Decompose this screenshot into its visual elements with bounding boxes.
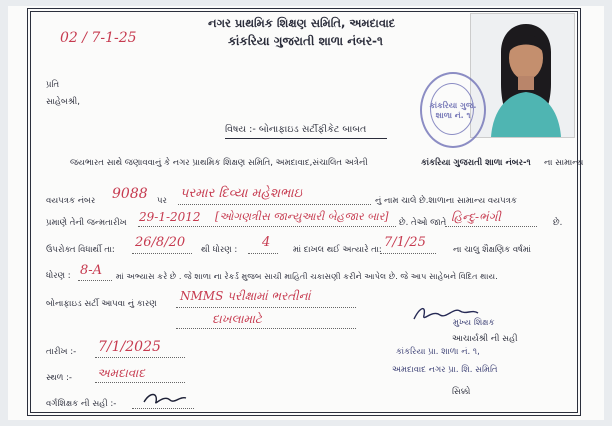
teacher-signature-label: વર્ગશિક્ષક ની સહી :-	[46, 399, 117, 409]
caste-che: છે.	[553, 218, 563, 228]
admission-date: 26/8/20	[135, 235, 186, 250]
address-saheb: સાહેબશ્રી,	[46, 97, 80, 107]
principal-school: કાંકરિયા પ્રા. શાળા નં. ૧,	[396, 347, 480, 357]
dhoran-label: થી ધોરણ :	[201, 245, 238, 255]
current-date: 7/1/25	[384, 235, 426, 250]
body-p1-prefix: જયભારત સાથે જણાવવાનું કે નગર પ્રાથમિક શિક્ષણ સમિતિ, અમદાવાદ,સંચાલિત અત્રેની	[70, 158, 368, 168]
reg-number: 9088	[112, 186, 148, 202]
admission-mid: માં દાખલ થઈ અત્યારે તા:	[293, 245, 382, 255]
footer-date-value: 7/1/2025	[98, 339, 161, 355]
caste-label: છે. તેઓ જાતે	[399, 218, 447, 228]
footer-place-label: સ્થળ :-	[46, 373, 72, 383]
seal-label: સિક્કો	[452, 387, 471, 397]
footer-place-value: અમદાવાદ	[97, 366, 145, 380]
principal-title2: આચાર્યશ્રી ની સહી	[452, 334, 518, 344]
study-suffix: માં અભ્યાસ કરે છે . જે શાળા ના રેકર્ડ મુજબ સાચી માહિતી ચકાસણી કરીને આપેલ છે. જે આપ સાહેબને વિદિત થાય.	[116, 271, 498, 281]
header-organization: નગર પ્રાથમિક શિક્ષણ સમિતિ, અમદાવાદ	[208, 16, 396, 30]
dob-words: [ઓગણત્રીસ જાન્યુઆરી બેહજાર બાર]	[215, 210, 389, 223]
principal-city: અમદાવાદ નગર પ્રા. શિ. સમિતિ	[392, 365, 498, 375]
study-label: ધોરણ :	[46, 271, 71, 281]
admission-prefix: ઉપરોક્ત વિધાર્થી તા:	[46, 245, 115, 255]
student-name: પરમાર દિવ્યા મહેશભાઇ	[180, 186, 302, 201]
current-suffix: ના ચાલુ શૈક્ષણિક વર્ષમાં	[453, 245, 532, 255]
reg-par: પર	[157, 196, 167, 206]
principal-title1: મુખ્ય શિક્ષક	[453, 318, 495, 328]
reason-line2: દાખલામાટે	[212, 312, 262, 326]
date-top: 02 / 7-1-25	[60, 30, 137, 46]
name-suffix: નું નામ ચાલે છે.શાળાના સામાન્ય વયપત્રક	[375, 196, 517, 206]
school-stamp: કાંકરિયા ગુજ. શાળા નં. ૧	[420, 72, 486, 148]
reason-label: બોનાફાઇડ સર્ટી આપવા નું કારણ	[46, 299, 157, 309]
caste-value: હિન્દુ-ભંગી	[451, 210, 501, 224]
subject: વિષય :- બોનાફાઇડ સર્ટીફીકેટ બાબત	[225, 124, 367, 135]
header-school: કાંકરિયા ગુજરાતી શાળા નંબર-૧	[228, 34, 383, 48]
reg-label: વયપત્રક નંબર	[46, 196, 96, 206]
study-class: 8-A	[80, 263, 103, 278]
address-prati: પ્રતિ	[46, 80, 60, 90]
dhoran-value: 4	[262, 235, 271, 250]
subject-underline	[225, 138, 387, 139]
body-p1-school: કાંકરિયા ગુજરાતી શાળા નંબર-૧	[421, 158, 531, 168]
reason-line1: NMMS પરીક્ષામાં ભરતીનાં	[180, 289, 311, 303]
teacher-signature	[140, 390, 190, 408]
dob-value: 29-1-2012	[139, 210, 201, 224]
body-p1-suffix: ના સામાન્ય	[544, 158, 584, 168]
footer-date-label: તારીખ :-	[46, 347, 77, 357]
dob-prefix: પ્રમાણે તેની જન્મતારીખ	[46, 218, 127, 228]
student-photo	[470, 13, 575, 138]
